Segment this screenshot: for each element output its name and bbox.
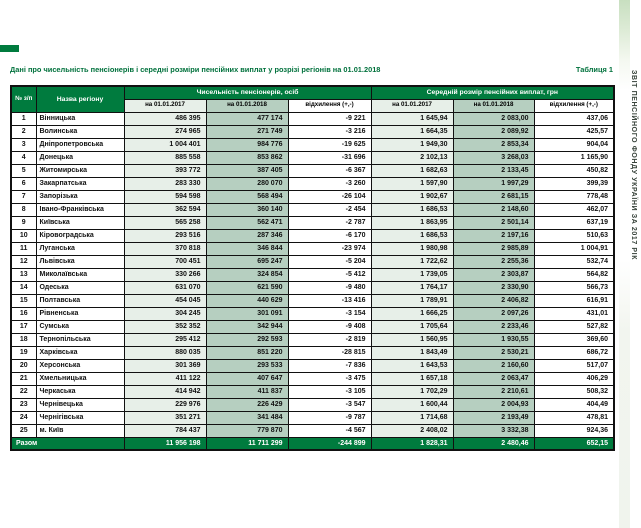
header-group-avg: Середній розмір пенсійних виплат, грн: [371, 86, 614, 99]
cell-adev: 450,82: [534, 164, 614, 177]
cell-a2018: 2 160,60: [453, 359, 534, 372]
cell-num: 6: [11, 177, 36, 190]
table-body: [11, 112, 614, 450]
cell-adev: 778,48: [534, 190, 614, 203]
cell-region: Тернопільська: [36, 333, 124, 346]
cell-a2017: 1 902,67: [371, 190, 453, 203]
cell-a2018: 2 681,15: [453, 190, 534, 203]
cell-c2018: 984 776: [206, 138, 288, 151]
cell-cdev: -2 454: [288, 203, 371, 216]
table-row: [11, 411, 614, 424]
cell-num: 15: [11, 294, 36, 307]
header-group-count: Чисельність пенсіонерів, осіб: [124, 86, 371, 99]
cell-a2017: 2 408,02: [371, 424, 453, 437]
cell-adev: 637,19: [534, 216, 614, 229]
cell-region: Житомирська: [36, 164, 124, 177]
table-row: [11, 398, 614, 411]
table-row: [11, 164, 614, 177]
cell-c2017: 293 516: [124, 229, 206, 242]
cell-cdev: -13 416: [288, 294, 371, 307]
cell-c2017: 352 352: [124, 320, 206, 333]
cell-cdev: -5 412: [288, 268, 371, 281]
cell-c2018: 411 837: [206, 385, 288, 398]
cell-adev: 566,73: [534, 281, 614, 294]
cell-c2017: 414 942: [124, 385, 206, 398]
cell-region: Сумська: [36, 320, 124, 333]
cell-adev: 924,36: [534, 424, 614, 437]
total-row: [11, 437, 614, 450]
cell-cdev: -3 475: [288, 372, 371, 385]
header-num: № з/п: [11, 86, 36, 112]
table-row: [11, 268, 614, 281]
cell-a2018: 2 063,47: [453, 372, 534, 385]
table-row: [11, 281, 614, 294]
cell-num: 14: [11, 281, 36, 294]
cell-adev: 425,57: [534, 125, 614, 138]
cell-adev: 532,74: [534, 255, 614, 268]
cell-a2017: 1 597,90: [371, 177, 453, 190]
cell-a2018: 2 330,90: [453, 281, 534, 294]
table-row: [11, 138, 614, 151]
cell-adev: 510,63: [534, 229, 614, 242]
cell-region: Волинська: [36, 125, 124, 138]
cell-a2017: 1 722,62: [371, 255, 453, 268]
table-row: [11, 255, 614, 268]
cell-adev: 437,06: [534, 112, 614, 125]
cell-c2017: 362 594: [124, 203, 206, 216]
total-cell-cdev: -244 899: [288, 437, 371, 450]
cell-c2017: 274 965: [124, 125, 206, 138]
cell-cdev: -26 104: [288, 190, 371, 203]
cell-c2017: 594 598: [124, 190, 206, 203]
table-row: [11, 359, 614, 372]
header-region: Назва регіону: [36, 86, 124, 112]
cell-adev: 406,29: [534, 372, 614, 385]
cell-c2018: 292 593: [206, 333, 288, 346]
cell-a2017: 1 764,17: [371, 281, 453, 294]
cell-region: Запорізька: [36, 190, 124, 203]
cell-adev: 431,01: [534, 307, 614, 320]
cell-a2018: 2 097,26: [453, 307, 534, 320]
cell-cdev: -6 170: [288, 229, 371, 242]
cell-c2017: 880 035: [124, 346, 206, 359]
cell-adev: 904,04: [534, 138, 614, 151]
total-cell-adev: 652,15: [534, 437, 614, 450]
cell-c2018: 387 405: [206, 164, 288, 177]
cell-a2018: 2 197,16: [453, 229, 534, 242]
cell-cdev: -5 204: [288, 255, 371, 268]
pension-table-container: [10, 85, 615, 451]
cell-a2017: 1 664,35: [371, 125, 453, 138]
cell-c2017: 229 976: [124, 398, 206, 411]
cell-a2017: 1 645,94: [371, 112, 453, 125]
table-row: [11, 294, 614, 307]
cell-a2018: 2 406,82: [453, 294, 534, 307]
cell-c2018: 853 862: [206, 151, 288, 164]
cell-adev: 527,82: [534, 320, 614, 333]
cell-a2018: 2 985,89: [453, 242, 534, 255]
cell-a2017: 1 789,91: [371, 294, 453, 307]
total-cell-a2017: 1 828,31: [371, 437, 453, 450]
cell-c2017: 700 451: [124, 255, 206, 268]
cell-c2017: 486 395: [124, 112, 206, 125]
cell-region: Івано-Франківська: [36, 203, 124, 216]
cell-num: 7: [11, 190, 36, 203]
cell-cdev: -19 625: [288, 138, 371, 151]
cell-cdev: -6 367: [288, 164, 371, 177]
cell-region: Рівненська: [36, 307, 124, 320]
cell-num: 16: [11, 307, 36, 320]
cell-adev: 517,07: [534, 359, 614, 372]
cell-cdev: -4 567: [288, 424, 371, 437]
cell-num: 11: [11, 242, 36, 255]
cell-c2017: 411 122: [124, 372, 206, 385]
cell-c2018: 280 070: [206, 177, 288, 190]
cell-region: Чернігівська: [36, 411, 124, 424]
cell-num: 10: [11, 229, 36, 242]
cell-a2017: 1 739,05: [371, 268, 453, 281]
cell-a2018: 1 930,55: [453, 333, 534, 346]
cell-c2017: 784 437: [124, 424, 206, 437]
cell-a2018: 2 083,00: [453, 112, 534, 125]
cell-cdev: -3 154: [288, 307, 371, 320]
cell-a2017: 1 714,68: [371, 411, 453, 424]
cell-c2017: 330 266: [124, 268, 206, 281]
cell-c2017: 393 772: [124, 164, 206, 177]
table-row: [11, 307, 614, 320]
cell-c2018: 779 870: [206, 424, 288, 437]
cell-a2018: 2 255,36: [453, 255, 534, 268]
cell-region: м. Київ: [36, 424, 124, 437]
cell-a2018: 2 089,92: [453, 125, 534, 138]
title-row: [10, 66, 613, 75]
cell-c2017: 351 271: [124, 411, 206, 424]
table-row: [11, 242, 614, 255]
cell-cdev: -2 787: [288, 216, 371, 229]
page-corner-marker: [0, 45, 19, 52]
cell-a2018: 2 233,46: [453, 320, 534, 333]
cell-adev: 564,82: [534, 268, 614, 281]
cell-region: Донецька: [36, 151, 124, 164]
cell-region: Херсонська: [36, 359, 124, 372]
cell-num: 19: [11, 346, 36, 359]
cell-c2018: 851 220: [206, 346, 288, 359]
cell-a2017: 1 980,98: [371, 242, 453, 255]
header-avg-2018: на 01.01.2018: [453, 99, 534, 112]
cell-a2017: 1 666,25: [371, 307, 453, 320]
pension-table: [10, 85, 615, 451]
table-row: [11, 216, 614, 229]
cell-num: 24: [11, 411, 36, 424]
cell-adev: 369,60: [534, 333, 614, 346]
cell-num: 2: [11, 125, 36, 138]
cell-a2018: 2 853,34: [453, 138, 534, 151]
header-avg-2017: на 01.01.2017: [371, 99, 453, 112]
cell-a2017: 1 686,53: [371, 229, 453, 242]
cell-num: 1: [11, 112, 36, 125]
cell-c2017: 295 412: [124, 333, 206, 346]
header-count-2017: на 01.01.2017: [124, 99, 206, 112]
cell-region: Харківська: [36, 346, 124, 359]
cell-cdev: -3 547: [288, 398, 371, 411]
cell-c2017: 565 258: [124, 216, 206, 229]
cell-region: Полтавська: [36, 294, 124, 307]
sidebar-gradient-strip: [619, 0, 630, 528]
cell-region: Дніпропетровська: [36, 138, 124, 151]
cell-c2017: 631 070: [124, 281, 206, 294]
cell-region: Чернівецька: [36, 398, 124, 411]
cell-num: 18: [11, 333, 36, 346]
cell-a2018: 2 148,60: [453, 203, 534, 216]
cell-num: 9: [11, 216, 36, 229]
table-row: [11, 372, 614, 385]
cell-num: 3: [11, 138, 36, 151]
cell-num: 20: [11, 359, 36, 372]
cell-c2018: 407 647: [206, 372, 288, 385]
cell-cdev: -9 408: [288, 320, 371, 333]
sidebar-report-title: ЗВІТ ПЕНСІЙНОГО ФОНДУ УКРАЇНИ ЗА 2017 РІК: [630, 70, 637, 261]
cell-cdev: -9 787: [288, 411, 371, 424]
cell-c2018: 287 346: [206, 229, 288, 242]
table-row: [11, 112, 614, 125]
cell-c2017: 1 004 401: [124, 138, 206, 151]
cell-num: 8: [11, 203, 36, 216]
cell-region: Одеська: [36, 281, 124, 294]
cell-a2018: 2 530,21: [453, 346, 534, 359]
cell-a2017: 1 863,95: [371, 216, 453, 229]
cell-a2018: 2 133,45: [453, 164, 534, 177]
table-row: [11, 125, 614, 138]
cell-adev: 686,72: [534, 346, 614, 359]
cell-a2017: 1 702,29: [371, 385, 453, 398]
cell-adev: 462,07: [534, 203, 614, 216]
cell-a2018: 3 332,38: [453, 424, 534, 437]
cell-c2017: 370 818: [124, 242, 206, 255]
cell-c2018: 562 471: [206, 216, 288, 229]
cell-cdev: -3 260: [288, 177, 371, 190]
cell-region: Вінницька: [36, 112, 124, 125]
cell-cdev: -7 836: [288, 359, 371, 372]
cell-num: 5: [11, 164, 36, 177]
cell-num: 4: [11, 151, 36, 164]
total-cell-c2017: 11 956 198: [124, 437, 206, 450]
cell-a2018: 3 268,03: [453, 151, 534, 164]
header-avg-deviation: відхилення (+,-): [534, 99, 614, 112]
cell-c2017: 454 045: [124, 294, 206, 307]
cell-cdev: -9 221: [288, 112, 371, 125]
cell-a2018: 2 004,93: [453, 398, 534, 411]
header-count-2018: на 01.01.2018: [206, 99, 288, 112]
cell-a2017: 1 705,64: [371, 320, 453, 333]
cell-a2018: 2 193,49: [453, 411, 534, 424]
cell-c2018: 301 091: [206, 307, 288, 320]
table-row: [11, 385, 614, 398]
total-cell-a2018: 2 480,46: [453, 437, 534, 450]
cell-c2018: 360 140: [206, 203, 288, 216]
cell-cdev: -31 696: [288, 151, 371, 164]
cell-region: Кіровоградська: [36, 229, 124, 242]
cell-a2018: 2 501,14: [453, 216, 534, 229]
cell-region: Черкаська: [36, 385, 124, 398]
cell-cdev: -3 216: [288, 125, 371, 138]
table-row: [11, 229, 614, 242]
cell-region: Закарпатська: [36, 177, 124, 190]
cell-num: 22: [11, 385, 36, 398]
cell-adev: 404,49: [534, 398, 614, 411]
cell-c2018: 293 533: [206, 359, 288, 372]
cell-cdev: -2 819: [288, 333, 371, 346]
cell-c2018: 226 429: [206, 398, 288, 411]
cell-num: 23: [11, 398, 36, 411]
cell-c2018: 621 590: [206, 281, 288, 294]
cell-region: Київська: [36, 216, 124, 229]
cell-cdev: -3 105: [288, 385, 371, 398]
cell-num: 17: [11, 320, 36, 333]
cell-a2018: 1 997,29: [453, 177, 534, 190]
cell-c2018: 324 854: [206, 268, 288, 281]
cell-adev: 1 004,91: [534, 242, 614, 255]
table-number-label: Таблиця 1: [575, 65, 613, 74]
cell-a2017: 1 657,18: [371, 372, 453, 385]
header-group-row: [11, 86, 614, 99]
total-label: Разом: [11, 437, 124, 450]
table-row: [11, 190, 614, 203]
table-row: [11, 203, 614, 216]
cell-c2018: 440 629: [206, 294, 288, 307]
table-row: [11, 151, 614, 164]
cell-a2017: 2 102,13: [371, 151, 453, 164]
cell-cdev: -23 974: [288, 242, 371, 255]
cell-c2018: 568 494: [206, 190, 288, 203]
cell-num: 25: [11, 424, 36, 437]
cell-a2017: 1 600,44: [371, 398, 453, 411]
table-row: [11, 333, 614, 346]
cell-num: 21: [11, 372, 36, 385]
cell-a2017: 1 843,49: [371, 346, 453, 359]
cell-cdev: -28 815: [288, 346, 371, 359]
cell-num: 13: [11, 268, 36, 281]
cell-adev: 616,91: [534, 294, 614, 307]
cell-c2018: 342 944: [206, 320, 288, 333]
cell-c2018: 271 749: [206, 125, 288, 138]
total-cell-c2018: 11 711 299: [206, 437, 288, 450]
cell-c2017: 283 330: [124, 177, 206, 190]
cell-adev: 508,32: [534, 385, 614, 398]
page-title: Дані про чисельність пенсіонерів і середні розміри пенсійних виплат у розрізі регіонів на 01.01.2018: [10, 65, 381, 74]
cell-adev: 478,81: [534, 411, 614, 424]
cell-a2018: 2 210,61: [453, 385, 534, 398]
cell-num: 12: [11, 255, 36, 268]
cell-region: Хмельницька: [36, 372, 124, 385]
table-row: [11, 177, 614, 190]
cell-adev: 399,39: [534, 177, 614, 190]
cell-c2017: 885 558: [124, 151, 206, 164]
cell-c2017: 301 369: [124, 359, 206, 372]
cell-a2017: 1 643,53: [371, 359, 453, 372]
table-row: [11, 424, 614, 437]
cell-region: Луганська: [36, 242, 124, 255]
header-count-deviation: відхилення (+,-): [288, 99, 371, 112]
cell-adev: 1 165,90: [534, 151, 614, 164]
cell-region: Миколаївська: [36, 268, 124, 281]
cell-a2017: 1 949,30: [371, 138, 453, 151]
cell-a2017: 1 682,63: [371, 164, 453, 177]
cell-c2018: 695 247: [206, 255, 288, 268]
cell-a2017: 1 686,53: [371, 203, 453, 216]
cell-a2017: 1 560,95: [371, 333, 453, 346]
table-row: [11, 346, 614, 359]
cell-c2018: 341 484: [206, 411, 288, 424]
cell-region: Львівська: [36, 255, 124, 268]
cell-a2018: 2 303,87: [453, 268, 534, 281]
cell-c2018: 346 844: [206, 242, 288, 255]
cell-c2018: 477 174: [206, 112, 288, 125]
cell-c2017: 304 245: [124, 307, 206, 320]
cell-cdev: -9 480: [288, 281, 371, 294]
table-row: [11, 320, 614, 333]
